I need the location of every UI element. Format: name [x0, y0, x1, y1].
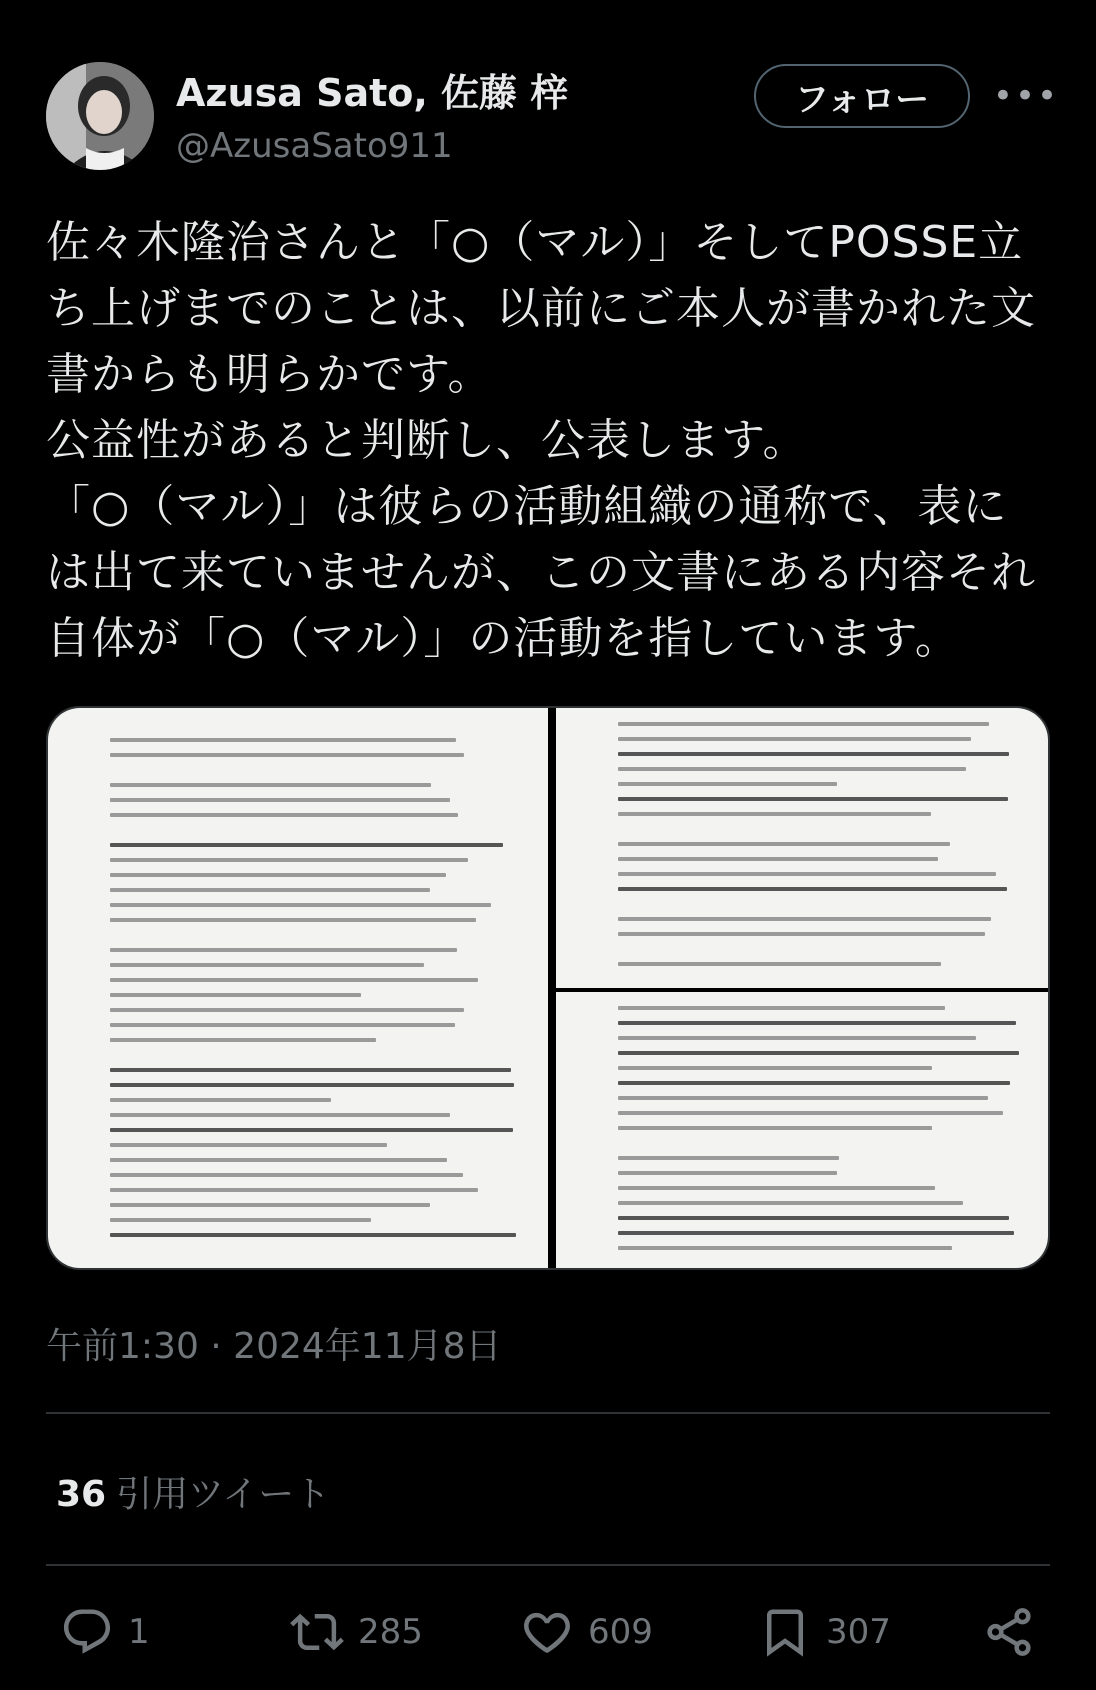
document-text-line	[618, 1246, 952, 1250]
document-text-line	[110, 768, 327, 772]
document-text-line	[618, 1036, 976, 1040]
tweet-header	[46, 0, 1060, 200]
document-text-line	[110, 858, 468, 862]
reply-button[interactable]	[60, 1600, 150, 1664]
document-text-line	[618, 1126, 932, 1130]
retweet-count: 285	[358, 1612, 423, 1652]
divider	[46, 1564, 1050, 1566]
document-text-line	[618, 1081, 1010, 1085]
document-text-line	[110, 963, 424, 967]
author-info	[176, 70, 568, 168]
retweet-icon	[290, 1605, 344, 1659]
document-text-line	[618, 887, 1007, 891]
document-text-line	[110, 1203, 430, 1207]
follow-button[interactable]: フォロー	[754, 64, 970, 128]
document-text-line	[110, 918, 476, 922]
document-text-line	[110, 1158, 447, 1162]
more-options-icon[interactable]: •••	[992, 76, 1060, 116]
document-text-line	[618, 797, 1008, 801]
quote-tweets-stat[interactable]	[56, 1466, 330, 1517]
document-text-line	[110, 753, 464, 757]
document-text-line	[110, 888, 430, 892]
document-text-line	[618, 1066, 932, 1070]
display-name[interactable]: Azusa Sato, 佐藤 梓	[176, 71, 569, 115]
document-text-line	[618, 1186, 935, 1190]
document-text-line	[618, 1141, 751, 1145]
document-text-line	[618, 752, 1009, 756]
document-text-line	[618, 857, 938, 861]
document-text-line	[618, 767, 966, 771]
document-text-line	[618, 782, 837, 786]
share-icon	[982, 1605, 1036, 1659]
document-text-line	[110, 1053, 273, 1057]
document-text-line	[618, 1216, 1009, 1220]
retweet-button[interactable]	[290, 1600, 423, 1664]
document-text-line	[618, 1201, 963, 1205]
quote-label: 引用ツイート	[116, 1474, 331, 1515]
avatar[interactable]	[46, 62, 154, 170]
document-text-line	[110, 1173, 463, 1177]
tweet-text	[46, 210, 1050, 672]
document-image-3[interactable]	[556, 992, 1050, 1270]
tweet-line: 佐々木隆治さんと「○（マル）」そしてPOSSE立	[46, 217, 1024, 268]
document-text-line	[618, 722, 989, 726]
document-text-line	[110, 1083, 514, 1087]
reply-icon	[60, 1605, 114, 1659]
document-text-line	[110, 1233, 516, 1237]
document-text-line	[618, 1051, 1019, 1055]
document-text-line	[618, 842, 950, 846]
document-image-2[interactable]	[556, 708, 1050, 988]
document-text-line	[110, 1218, 371, 1222]
tweet-timestamp[interactable]: 午前1:30 · 2024年11月8日	[46, 1326, 502, 1367]
document-text-line	[110, 828, 297, 832]
media-grid	[46, 706, 1050, 1270]
document-text-line	[618, 902, 820, 906]
document-text-line	[618, 812, 931, 816]
heart-icon	[520, 1605, 574, 1659]
document-text-line	[618, 1171, 837, 1175]
document-text-line	[618, 917, 991, 921]
tweet-line: 自体が「○（マル）」の活動を指しています。	[46, 613, 960, 664]
document-text-line	[110, 1143, 387, 1147]
document-text-line	[618, 737, 971, 741]
document-text-line	[618, 932, 985, 936]
document-text-line	[110, 903, 491, 907]
document-text-line	[110, 933, 295, 937]
document-text-line	[110, 1068, 511, 1072]
document-text-line	[618, 1156, 839, 1160]
document-text-line	[110, 1128, 513, 1132]
tweet-line: 公益性があると判断し、公表します。	[46, 415, 808, 466]
document-text-line	[110, 1038, 376, 1042]
document-text-line	[110, 948, 457, 952]
document-text-line	[618, 947, 790, 951]
document-image-1[interactable]	[48, 708, 548, 1270]
bookmark-count: 307	[826, 1612, 891, 1652]
tweet-line: は出て来ていませんが、この文書にある内容それ	[46, 547, 1036, 598]
share-button[interactable]	[982, 1600, 1036, 1664]
document-text-line	[110, 813, 458, 817]
document-text-line	[110, 1188, 478, 1192]
document-text-line	[110, 978, 478, 982]
tweet-line: 「○（マル）」は彼らの活動組織の通称で、表に	[46, 481, 1008, 532]
document-text-line	[110, 1113, 450, 1117]
avatar-image	[46, 62, 154, 170]
document-text-line	[110, 873, 446, 877]
document-text-line	[110, 738, 456, 742]
tweet-line: ち上げまでのことは、以前にご本人が書かれた文	[46, 283, 1036, 334]
document-text-line	[110, 1023, 455, 1027]
handle[interactable]: @AzusaSato911	[176, 126, 453, 166]
document-text-line	[618, 1096, 988, 1100]
action-bar	[46, 1600, 1050, 1670]
quote-count: 36	[56, 1474, 107, 1515]
document-text-line	[110, 783, 431, 787]
document-text-line	[110, 843, 503, 847]
divider	[46, 1412, 1050, 1414]
document-text-line	[110, 1098, 331, 1102]
document-text-line	[618, 1006, 945, 1010]
document-text-line	[618, 827, 781, 831]
reply-count: 1	[128, 1612, 150, 1652]
like-count: 609	[588, 1612, 653, 1652]
like-button[interactable]	[520, 1600, 653, 1664]
document-text-line	[110, 1008, 464, 1012]
tweet-line: 書からも明らかです。	[46, 349, 493, 400]
document-text-line	[618, 1021, 1016, 1025]
bookmark-icon	[758, 1605, 812, 1659]
document-text-line	[618, 962, 941, 966]
document-text-line	[110, 798, 450, 802]
document-text-line	[618, 1111, 1003, 1115]
document-text-line	[110, 993, 361, 997]
document-text-line	[618, 1231, 1014, 1235]
bookmark-button[interactable]	[758, 1600, 891, 1664]
document-text-line	[618, 872, 996, 876]
